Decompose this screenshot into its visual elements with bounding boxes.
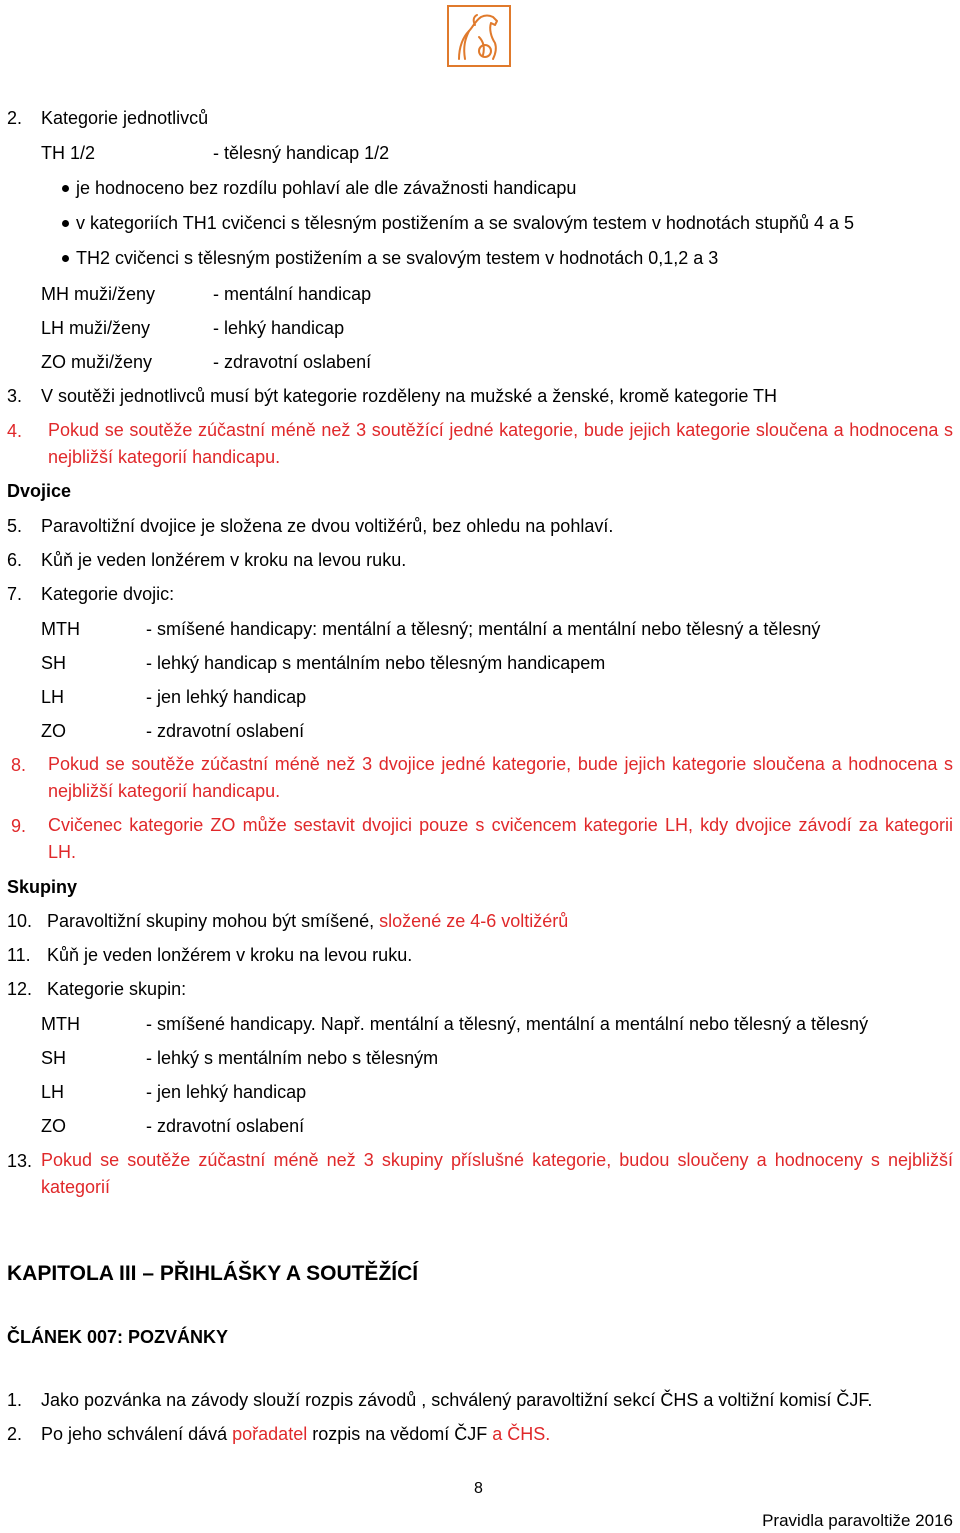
category-code: ZO (41, 1116, 66, 1136)
category-desc: - jen lehký handicap (146, 687, 307, 707)
item-number: 6. (7, 550, 23, 570)
rule-text: Pokud se soutěže zúčastní méně než 3 soutěžící jedné kategorie, bude jejich kategorie sloučena a hodnocena s nejbližší kategorií handicapu. (48, 420, 953, 467)
category-code: SH (41, 653, 67, 673)
category-desc: - jen lehký handicap (146, 1082, 307, 1102)
item-number: 11. (7, 945, 31, 965)
page-number: 8 (474, 1480, 483, 1497)
category-code: LH (41, 1082, 65, 1102)
category-code: MH muži/ženy (41, 284, 156, 304)
subheading-dvojice: Dvojice (7, 481, 72, 501)
item-number: 1. (7, 1390, 23, 1410)
rule-text: Cvičenec kategorie ZO může sestavit dvojici pouze s cvičencem kategorie LH, kdy dvojice závodí za kategorii LH. (48, 815, 953, 862)
category-code: SH (41, 1048, 67, 1068)
chapter-heading: KAPITOLA III – PŘIHLÁŠKY A SOUTĚŽÍCÍ (7, 1262, 419, 1285)
rule-text: Pokud se soutěže zúčastní méně než 3 dvojice jedné kategorie, bude jejich kategorie sloučena a hodnocena s nejbližší kategorií handicapu. (48, 754, 953, 801)
rule-text: Kůň je veden lonžérem v kroku na levou ruku. (41, 550, 407, 570)
item-number: 12. (7, 979, 33, 999)
rule-text: Kůň je veden lonžérem v kroku na levou ruku. (47, 945, 413, 965)
item-number: 13. (7, 1151, 33, 1171)
rule-text: Jako pozvánka na závody slouží rozpis závodů , schválený paravoltižní sekcí ČHS a voltižní komisí ČJF. (41, 1390, 873, 1410)
article-heading: ČLÁNEK 007: POZVÁNKY (7, 1327, 229, 1347)
bullet-icon (62, 185, 69, 192)
rule-text: Pokud se soutěže zúčastní méně než 3 skupiny příslušné kategorie, budou sloučeny a hodnoceny s nejbližší kategorií (41, 1150, 953, 1197)
category-code: LH muži/ženy (41, 318, 151, 338)
item-number: 10. (7, 911, 33, 931)
category-code: ZO (41, 721, 66, 741)
category-code: TH 1/2 (41, 143, 96, 163)
category-desc: - lehký handicap (213, 318, 345, 338)
category-code: MTH (41, 1014, 80, 1034)
section-title: Kategorie jednotlivců (41, 108, 209, 128)
bullet-item: v kategoriích TH1 cvičenci s tělesným postižením a se svalovým testem v hodnotách stupňů 4 a 5 (76, 213, 855, 233)
category-desc: - zdravotní oslabení (146, 1116, 305, 1136)
category-desc: - zdravotní oslabení (213, 352, 372, 372)
item-number: 4. (7, 421, 23, 441)
category-desc: - smíšené handicapy: mentální a tělesný; mentální a mentální nebo tělesný a tělesný (146, 619, 821, 639)
bullet-icon (62, 255, 69, 262)
footer-text: Pravidla paravoltiže 2016 (762, 1511, 953, 1530)
item-number: 7. (7, 584, 23, 604)
category-desc: - lehký handicap s mentálním nebo tělesným handicapem (146, 653, 606, 673)
item-number: 3. (7, 386, 23, 406)
rule-text: Paravoltižní dvojice je složena ze dvou voltižérů, bez ohledu na pohlaví. (41, 516, 614, 536)
vaulting-horse-logo-icon (447, 5, 511, 67)
subheading-skupiny: Skupiny (7, 877, 78, 897)
rule-text: Po jeho schválení dává pořadatel rozpis na vědomí ČJF a ČHS. (41, 1424, 551, 1444)
category-desc: - lehký s mentálním nebo s tělesným (146, 1048, 439, 1068)
bullet-icon (62, 220, 69, 227)
category-desc: - mentální handicap (213, 284, 372, 304)
category-desc: - tělesný handicap 1/2 (213, 143, 390, 163)
rule-text: Kategorie dvojic: (41, 584, 175, 604)
item-number: 9. (11, 816, 27, 836)
section-number: 2. (7, 108, 23, 128)
category-desc: - zdravotní oslabení (146, 721, 305, 741)
rule-text: V soutěži jednotlivců musí být kategorie rozděleny na mužské a ženské, kromě kategorie TH (41, 386, 778, 406)
category-code: ZO muži/ženy (41, 352, 153, 372)
rule-text: Paravoltižní skupiny mohou být smíšené, složené ze 4-6 voltižérů (47, 911, 569, 931)
item-number: 2. (7, 1424, 23, 1444)
rule-text: Kategorie skupin: (47, 979, 187, 999)
item-number: 8. (11, 755, 27, 775)
bullet-item: TH2 cvičenci s tělesným postižením a se svalovým testem v hodnotách 0,1,2 a 3 (76, 248, 719, 268)
item-number: 5. (7, 516, 23, 536)
category-code: MTH (41, 619, 80, 639)
category-desc: - smíšené handicapy. Např. mentální a tělesný, mentální a mentální nebo tělesný a tělesný (146, 1014, 869, 1034)
category-code: LH (41, 687, 65, 707)
bullet-item: je hodnoceno bez rozdílu pohlaví ale dle závažnosti handicapu (76, 178, 577, 198)
